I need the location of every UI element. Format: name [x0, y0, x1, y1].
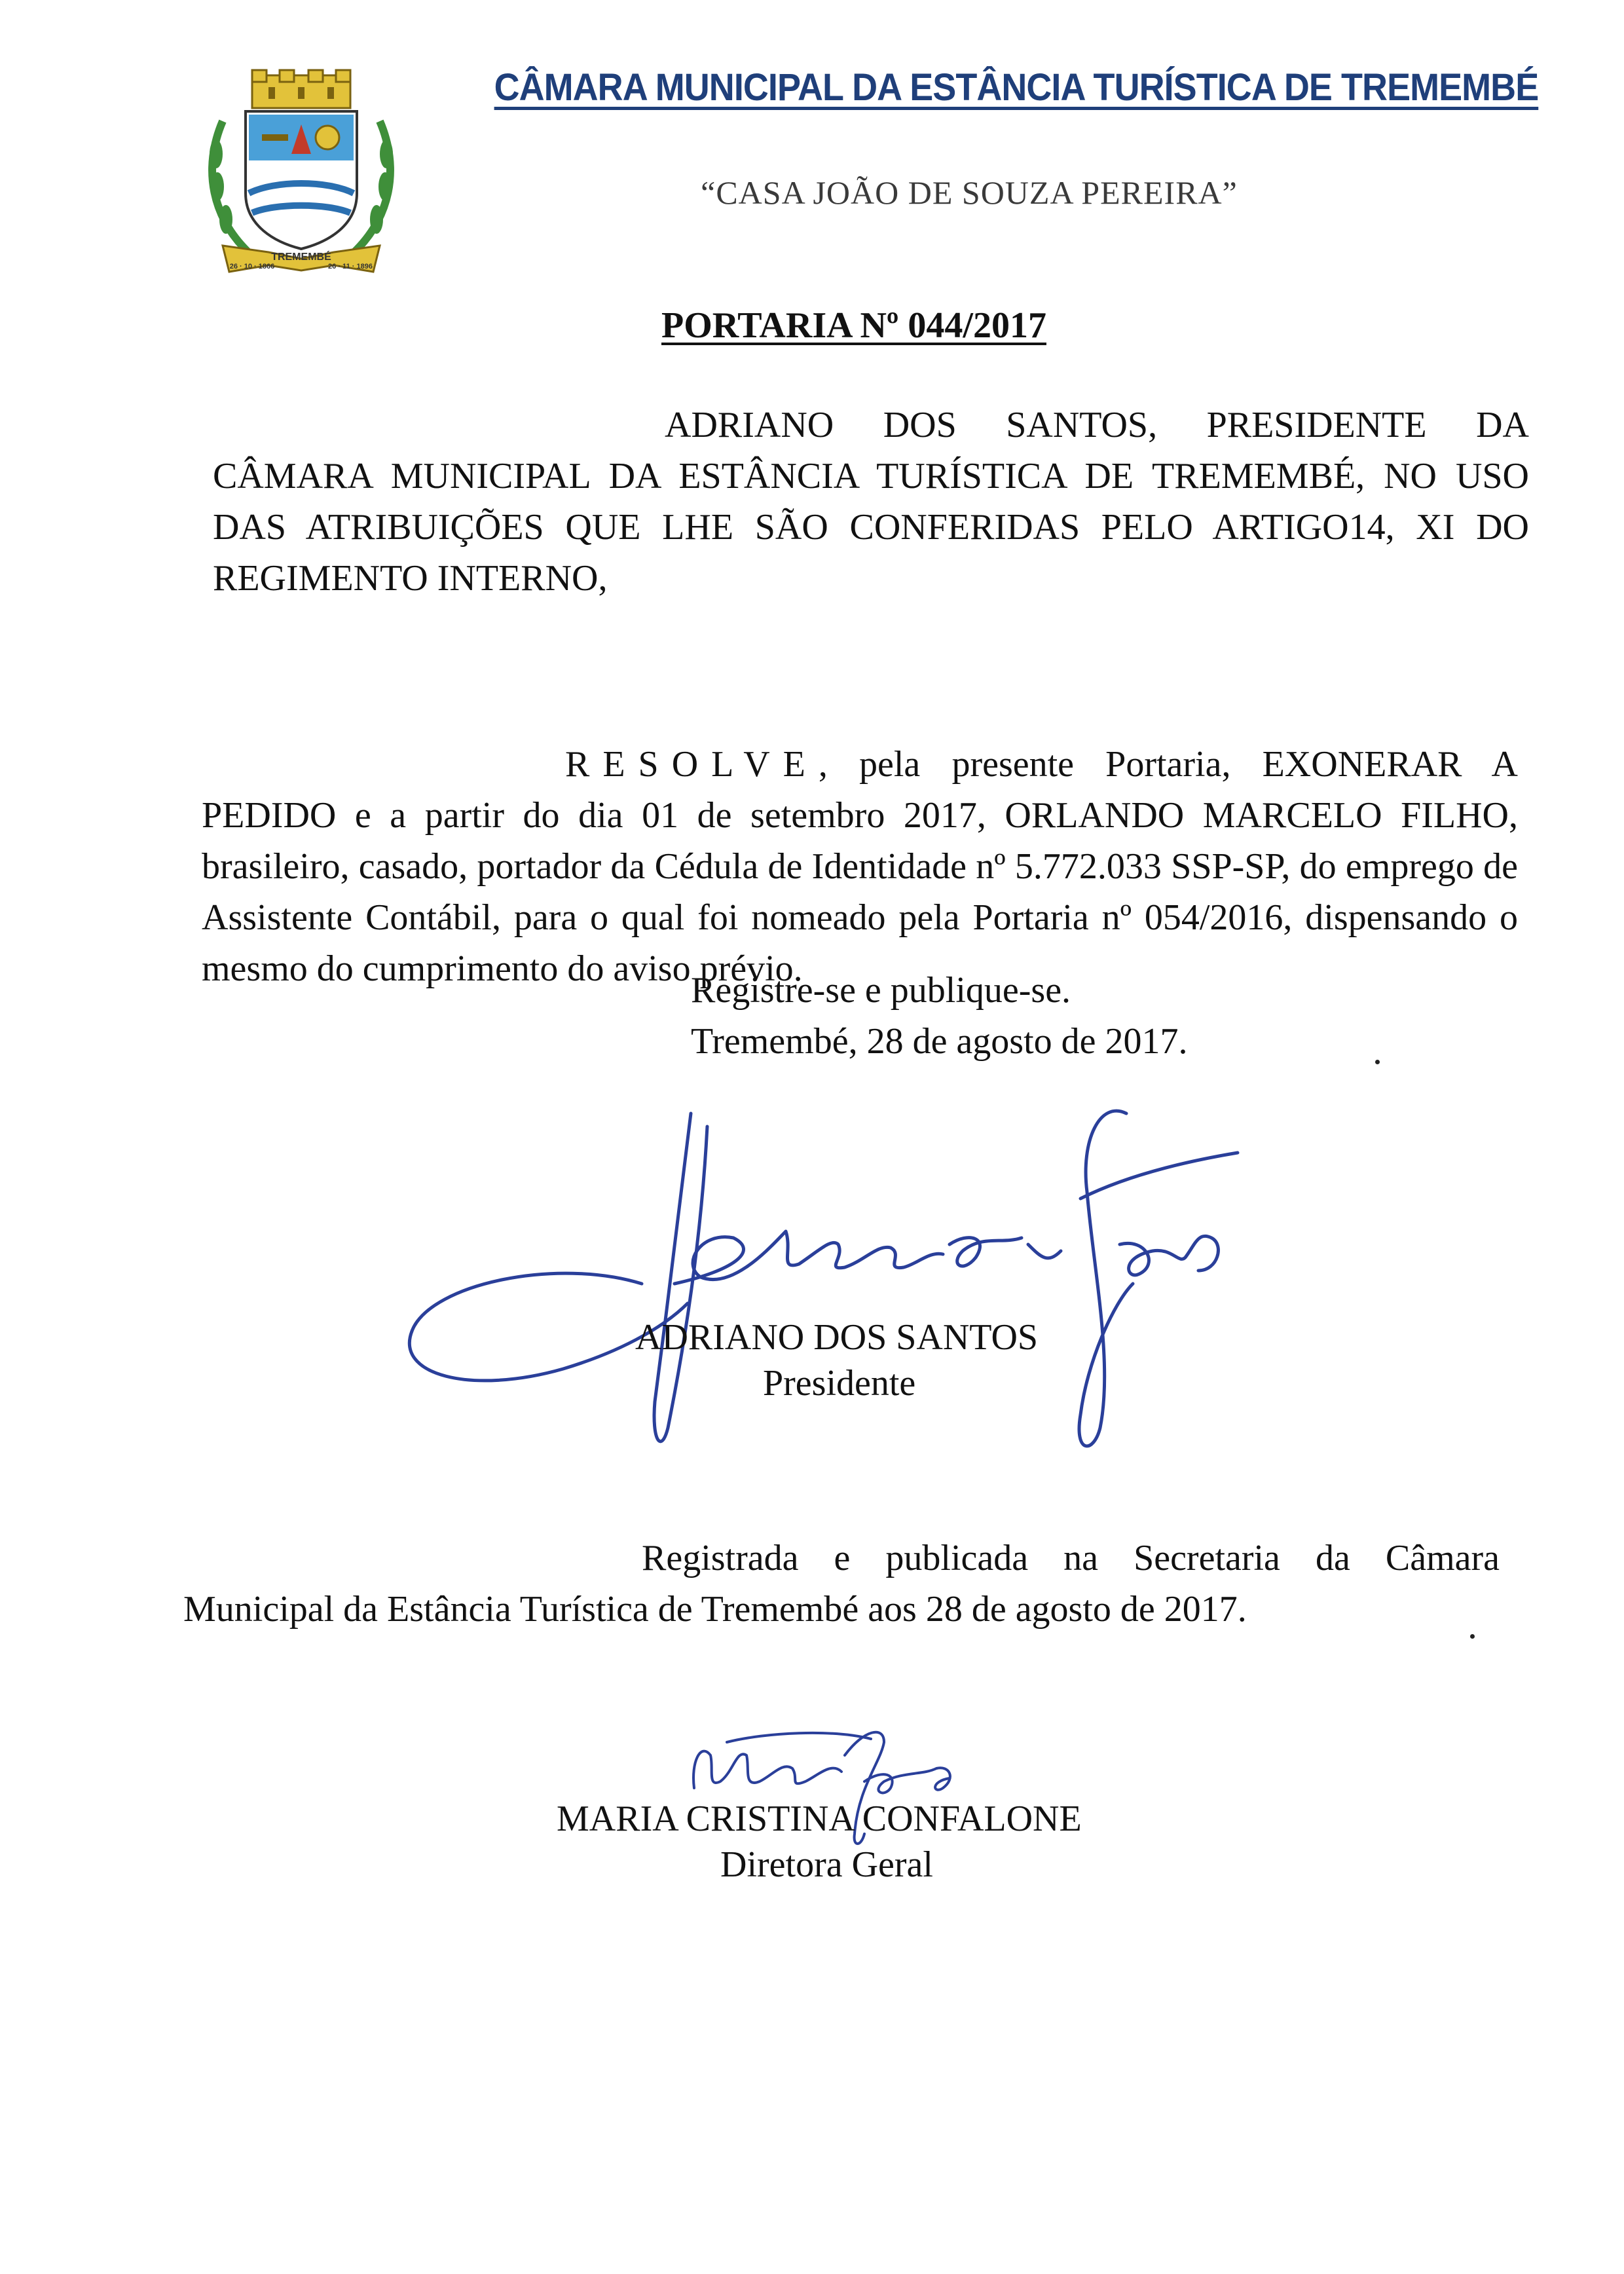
- institution-name: CÂMARA MUNICIPAL DA ESTÂNCIA TURÍSTICA DE TREMEMBÉ: [494, 66, 1539, 109]
- document-title: PORTARIA Nº 044/2017: [661, 305, 1046, 346]
- signer-role-director: Diretora Geral: [720, 1844, 933, 1885]
- signer-name-president: ADRIANO DOS SANTOS: [635, 1317, 1039, 1358]
- president-signature: [393, 1087, 1244, 1493]
- house-name: “CASA JOÃO DE SOUZA PEREIRA”: [701, 174, 1238, 211]
- svg-text:26 · 11 · 1896: 26 · 11 · 1896: [328, 263, 373, 270]
- resolve-paragraph: [202, 739, 1518, 994]
- preamble-paragraph: ADRIANO DOS SANTOS, PRESIDENTE DA CÂMARA MUNICIPAL DA ESTÂNCIA TURÍSTICA DE TREMEMBÉ, NO USO DAS ATRIBUIÇÕES QUE LHE SÃO CONFERIDAS PELO ARTIGO14, XI DO REGIMENTO INTERNO,: [213, 405, 1529, 599]
- closing-line-register: Registre-se e publique-se.: [691, 970, 1071, 1011]
- signer-role-president: Presidente: [763, 1363, 916, 1404]
- stray-mark: [1470, 1634, 1475, 1639]
- registry-paragraph: Registrada e publicada na Secretaria da Câmara Municipal da Estância Turística de Tremembé aos 28 de agosto de 2017.: [183, 1538, 1500, 1630]
- resolve-body: , pela presente Portaria, EXONERAR A PEDIDO e a partir do dia 01 de setembro 2017, ORLANDO MARCELO FILHO, brasileiro, casado, portador da Cédula de Identidade nº 5.772.033 SSP-SP, do emprego de Assistente Contábil, para o qual foi nomeado pela Portaria nº 054/2016, dispensando o mesmo do cumprimento do aviso prévio.: [202, 744, 1518, 989]
- signer-name-director: MARIA CRISTINA CONFALONE: [557, 1799, 1082, 1839]
- closing-line-date: Tremembé, 28 de agosto de 2017.: [691, 1021, 1188, 1062]
- svg-text:26 · 10 · 1866: 26 · 10 · 1866: [229, 263, 275, 270]
- crest-banner-text: TREMEMBÉ: [271, 252, 331, 263]
- resolve-word: RESOLVE: [565, 744, 819, 785]
- stray-mark: [1375, 1060, 1380, 1064]
- coat-of-arms-icon: [196, 62, 406, 285]
